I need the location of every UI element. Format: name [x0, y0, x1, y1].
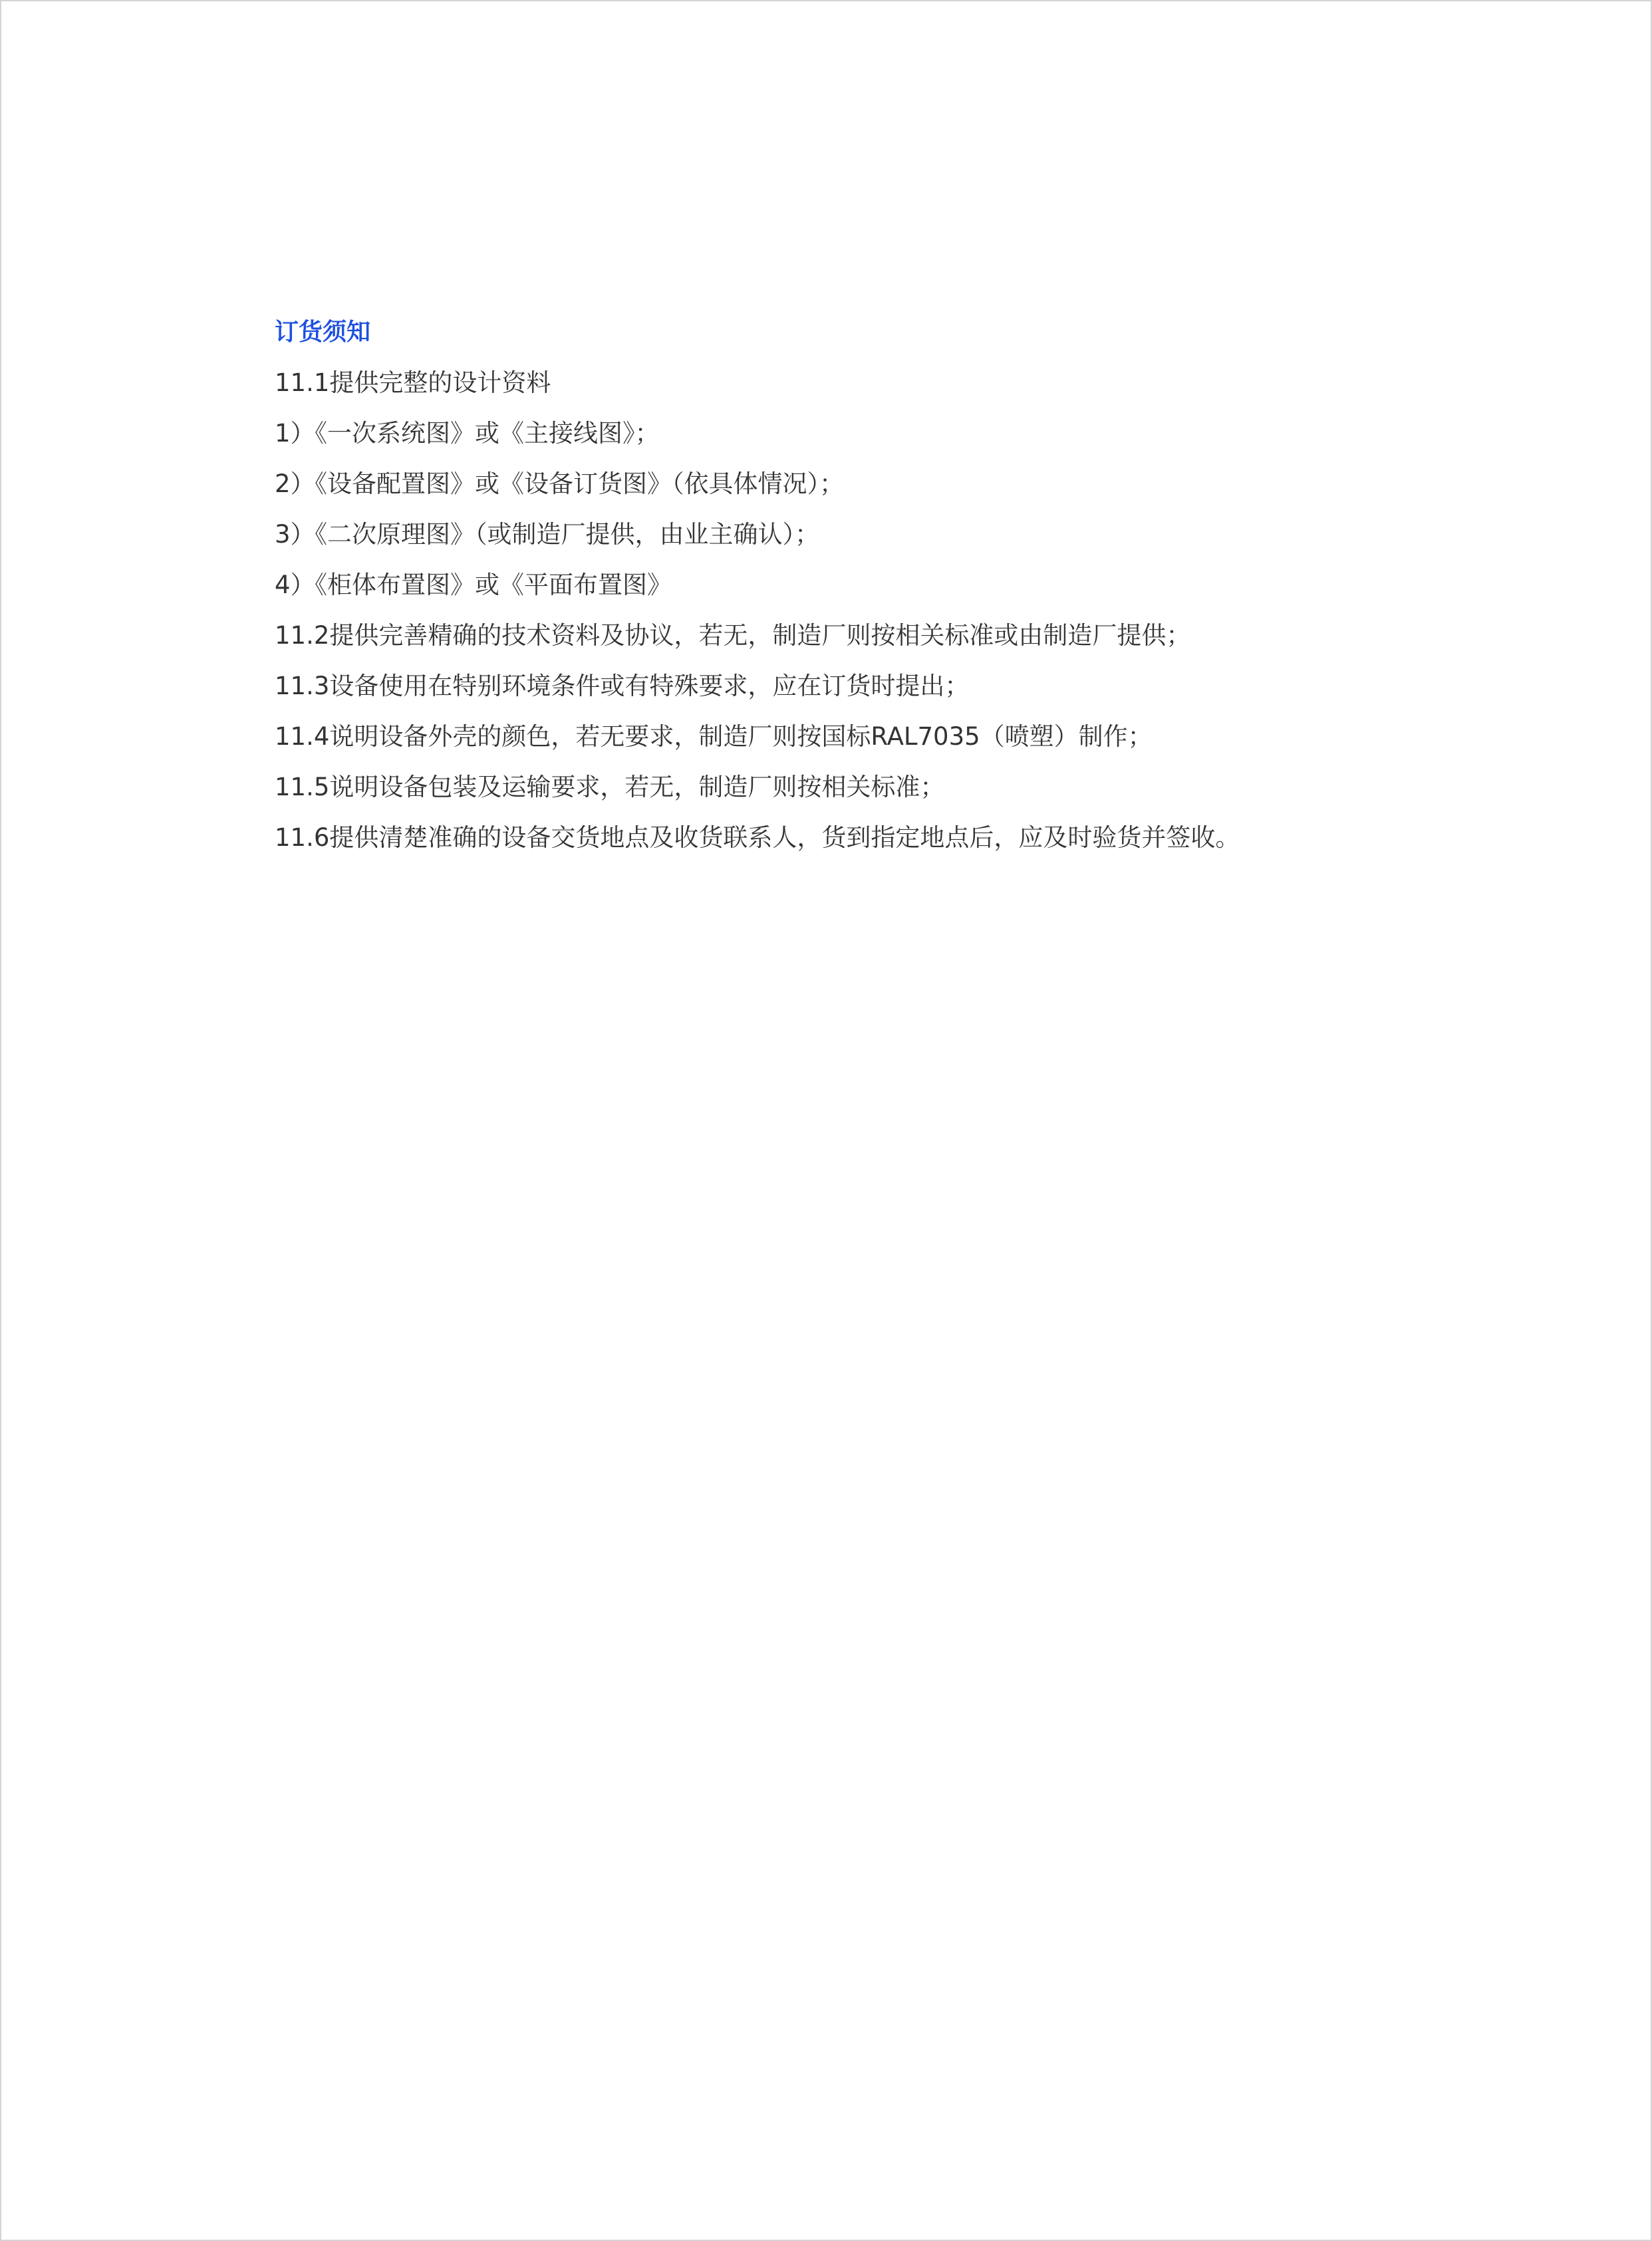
notice-item-11-6: 11.6提供清楚准确的设备交货地点及收货联系人，货到指定地点后，应及时验货并签收。 [275, 823, 1240, 852]
notice-subitem-4: 4）《柜体布置图》或《平面布置图》 [275, 571, 672, 599]
order-notice-section [275, 313, 1538, 868]
notice-subitem-1: 1）《一次系统图》或《主接线图》； [275, 419, 660, 448]
notice-item-11-2: 11.2提供完善精确的技术资料及协议，若无，制造厂则按相关标准或由制造厂提供； [275, 621, 1191, 650]
notice-list [275, 363, 1538, 868]
notice-item-11-4: 11.4说明设备外壳的颜色，若无要求，制造厂则按国标RAL7035（喷塑）制作； [275, 722, 1153, 751]
notice-item-11-5: 11.5说明设备包装及运输要求，若无，制造厂则按相关标准； [275, 773, 945, 801]
notice-subitem-3: 3）《二次原理图》（或制造厂提供，由业主确认）； [275, 520, 820, 549]
notice-item-11-1: 11.1提供完整的设计资料 [275, 368, 551, 397]
notice-item-11-3: 11.3设备使用在特别环境条件或有特殊要求，应在订货时提出； [275, 672, 970, 700]
notice-subitem-2: 2）《设备配置图》或《设备订货图》（依具体情况）； [275, 469, 845, 498]
section-heading: 订货须知 [275, 319, 371, 346]
